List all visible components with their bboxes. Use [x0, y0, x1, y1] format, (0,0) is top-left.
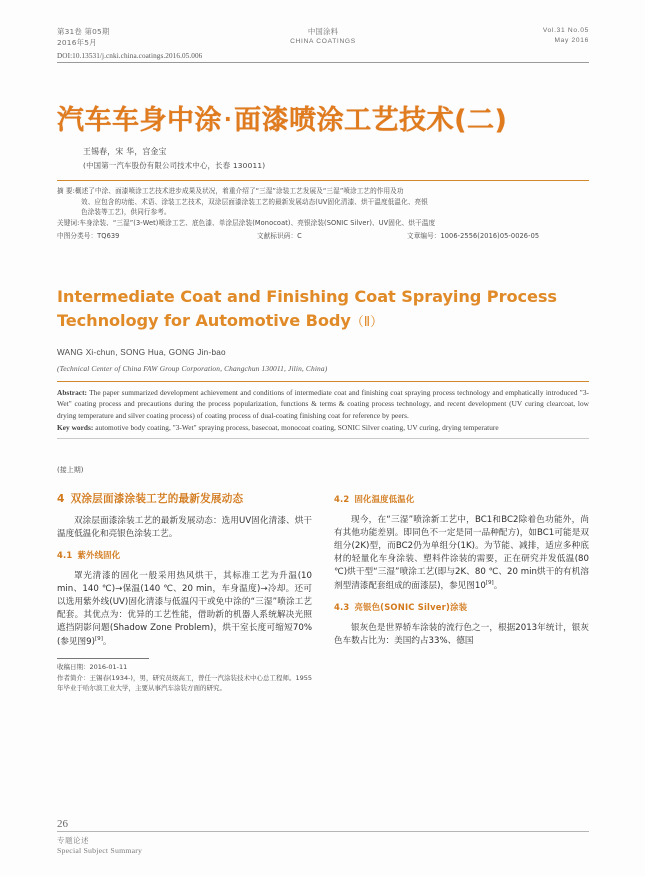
page-title-cn: [57, 105, 589, 136]
abstract-en-rule-bottom: [57, 438, 589, 439]
classification-row: [57, 231, 589, 242]
running-head-right: [439, 26, 589, 46]
footer-divider: [57, 831, 589, 832]
abstract-en-text: The paper summarized development achievement and conditions of intermediate coat and finishing coat spraying process technology and emphatically introduced "3-Wet" coating process and precautions during the process popularization, functions & terms & coating process technology, and recent development (UV curing clearcoat, low drying temperature and silver coating process) of coating process of dual-coating finishing coat for reference by peers.: [57, 387, 589, 421]
heading-section-4-1-title: 紫外线固化: [77, 550, 121, 561]
paragraph-section-4-2-period: 。: [493, 580, 503, 591]
heading-section-4-2: [334, 493, 589, 505]
right-column: [334, 491, 589, 694]
running-head-center: [233, 26, 413, 48]
title-cn-separator: ·: [224, 106, 233, 131]
volume-issue-cn: 第31卷 第05期: [57, 27, 110, 36]
title-cn-part2: 面漆喷涂工艺技术(二): [234, 104, 508, 136]
received-date: 收稿日期：2016-01-11: [57, 663, 128, 672]
footer-section-en: Special Subject Summary: [57, 846, 143, 855]
page-number: 26: [57, 818, 68, 830]
continuation-note: (接上期): [57, 465, 84, 474]
heading-section-4-1: [57, 549, 312, 561]
paragraph-section-4-3: 银灰色是世界轿车涂装的流行色之一，根据2013年统计，银灰色车数占比为：美国约占33%、德国: [334, 622, 589, 646]
title-en-line-1: Intermediate Coat and Finishing Coat Spraying Process: [57, 287, 557, 307]
author-biography: 作者简介：王锡春(1934-)，男，研究员级高工，曾任一汽涂装技术中心总工程师。1955年毕业于哈尔滨工业大学，主要从事汽车涂装方面的研究。: [57, 673, 313, 693]
affiliation-en: (Technical Center of China FAW Group Corporation, Changchun 130011, Jilin, China): [57, 363, 328, 373]
heading-section-4-3-title: 亮银色(SONIC Silver)涂装: [354, 602, 468, 613]
keywords-cn: 关键词:车身涂装、“三湿”(3-Wet)喷涂工艺、底色漆、单涂层涂装(Monocoat)、亮银涂装(SONIC Silver)、UV固化、烘干温度: [57, 219, 436, 227]
abstract-cn: [57, 186, 589, 241]
paragraph-section-4-1-period: 。: [102, 637, 112, 647]
document-code: 文献标识码：C: [257, 231, 302, 240]
abstract-en-rule-top: [57, 381, 589, 382]
header-divider: [57, 62, 589, 63]
heading-section-4-3: [334, 601, 589, 613]
authors-en: WANG Xi-chun, SONG Hua, GONG Jin-bao: [57, 347, 226, 357]
heading-section-4: [57, 491, 312, 506]
paragraph-section-4-1-tail: 缩短70%(参见图9): [57, 623, 313, 647]
heading-section-4-3-number: 4.3: [334, 602, 350, 613]
page-title-en: [57, 285, 589, 332]
volume-issue-en: Vol.31 No.05: [542, 27, 589, 34]
journal-name-cn: 中国涂料: [307, 27, 339, 36]
reference-marker-9a: [9]: [94, 636, 103, 643]
paragraph-section-4-1-text: 罩光清漆的固化一般采用热风烘干，其标准工艺为升温(10 min、140 ℃)→保温(140 ℃、20 min，车身温度)→冷却。还可以选用紫外线(UV)固化清漆与低温闪干或免中涂的“三湿”喷涂工艺配套。其优点为：优异的工艺性能，借助新的机器人系统解决光照遮挡阴影问题(Shadow Zone Problem)，烘干室长度可: [57, 570, 312, 634]
date-en: May 2016: [554, 37, 589, 45]
title-en-line-2: Technology for Automotive Body: [57, 310, 351, 330]
classification-number: 中图分类号：TQ639: [57, 231, 120, 240]
running-head-left: [57, 26, 207, 49]
paragraph-section-4-1: [57, 570, 312, 649]
body-columns: [57, 491, 589, 694]
left-column: [57, 491, 312, 694]
footnote-block: [57, 662, 312, 694]
keywords-en-text: automotive body coating, "3-Wet" spraying process, basecoat, monocoat coating, SONIC Silver coating, UV curing, drying temperature: [93, 423, 499, 433]
abstract-cn-line-1: 摘 要:概述了中涂、面漆喷涂工艺技术进步成果及状况，着重介绍了“三湿”涂装工艺发展及“三湿”喷涂工艺的作用及功: [57, 186, 404, 195]
footer-section-cn: 专题论述: [57, 836, 89, 845]
keywords-en-label: Key words:: [57, 423, 94, 433]
paragraph-section-4: 双涂层面漆涂装工艺的最新发展动态：选用UV固化清漆、烘干温度低温化和亮银色涂装工艺。: [57, 515, 312, 539]
abstract-en-label: Abstract:: [57, 387, 88, 397]
affiliation-cn: (中国第一汽车股份有限公司技术中心，长春 130011): [83, 160, 266, 170]
footnote-divider: [57, 658, 149, 659]
reference-marker-9b: [9]: [485, 579, 494, 586]
doi-text: DOI:10.13531/j.cnki.china.coatings.2016.05.006: [57, 51, 203, 60]
title-cn-part1: 汽车车身中涂: [57, 104, 222, 136]
running-head: [57, 26, 589, 49]
heading-section-4-title: 双涂层面漆涂装工艺的最新发展动态: [70, 492, 244, 505]
paragraph-section-4-2-text: 现今，在“三湿”喷涂新工艺中，BC1和BC2除着色功能外，尚有其他功能差别。即同色不一定是同一品种配方)，如BC1可能是双组分(2K)型，而BC2仍为单组分(1K)。为节能、减排，适应多种底材的轻量化车身涂装、塑料件涂装的需要，正在研究并发低温(80 ℃)烘干型“三湿”喷涂工艺(即与2K、80 ℃、20 min烘干的有机溶剂型清漆配套组成的面漆层)，参见图10: [334, 514, 589, 591]
title-en-line-2-wrap: [57, 309, 589, 333]
abstract-cn-line-3: 色涂装等工艺)，供同行参考。: [81, 208, 171, 217]
page-content: [57, 26, 589, 694]
abstract-en: [57, 387, 589, 434]
heading-section-4-2-title: 固化温度低温化: [354, 493, 415, 504]
abstract-cn-line-2: 效、应包含的功能、术语、涂装工艺技术，双涂层面漆涂装工艺的最新发展动态(UV固化清漆、烘干温度低温化、亮银: [81, 197, 428, 206]
article-number: 文章编号：1006-2556(2016)05-0026-05: [407, 231, 540, 240]
heading-section-4-1-number: 4.1: [57, 550, 73, 561]
abstract-cn-rule-top: [57, 180, 589, 181]
heading-section-4-2-number: 4.2: [334, 493, 350, 504]
heading-section-4-number: 4: [57, 492, 65, 505]
date-cn: 2016年5月: [57, 38, 97, 48]
page-footer: [57, 818, 589, 855]
title-en-roman: （Ⅱ）: [350, 314, 383, 330]
paragraph-section-4-2: [334, 514, 589, 593]
authors-cn: 王锡春，宋 华，宫金宝: [83, 146, 167, 156]
journal-name-en: CHINA COATINGS: [290, 38, 356, 46]
